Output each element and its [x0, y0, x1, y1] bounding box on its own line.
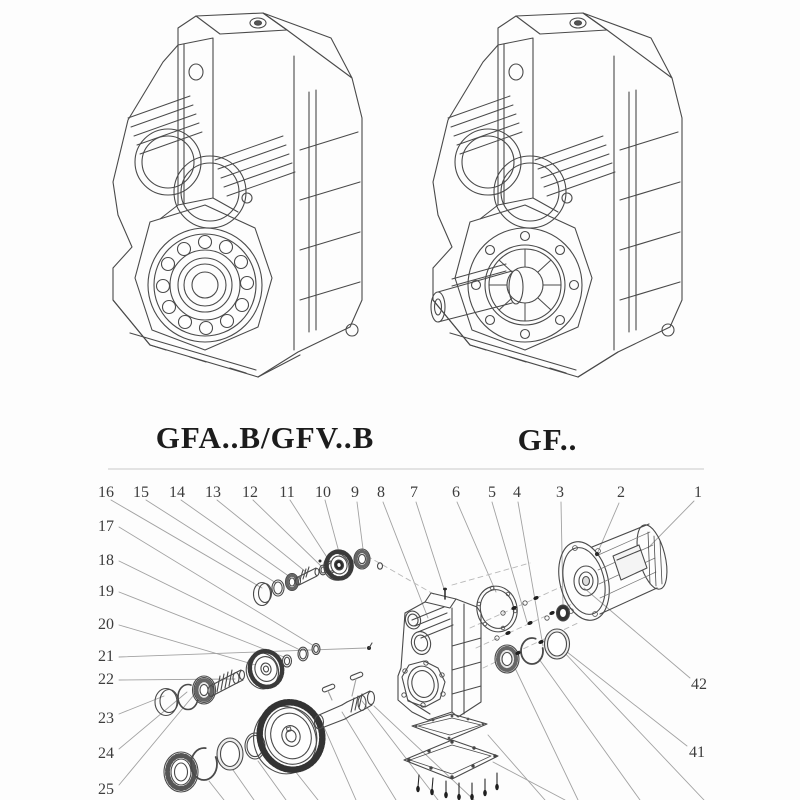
cover-bolts	[416, 773, 499, 800]
model-label-gf: GF..	[517, 422, 578, 457]
callout-11: 11	[279, 484, 295, 501]
leader-lines	[111, 500, 704, 800]
callout-24: 24	[98, 745, 114, 762]
callout-20: 20	[98, 616, 114, 633]
callout-21: 21	[98, 648, 114, 665]
second-gear	[242, 647, 286, 692]
callout-25: 25	[98, 781, 114, 798]
exploded-parts-diagram	[98, 484, 707, 800]
callout-16: 16	[98, 484, 114, 501]
output-gear	[244, 694, 331, 782]
gear-housing	[398, 588, 481, 720]
gearbox-iso-right	[431, 13, 682, 377]
input-shaft-parts	[254, 549, 383, 606]
exploded-output-shaft	[315, 691, 375, 729]
output-shaft	[431, 264, 523, 322]
hollow-shaft-bearing	[148, 228, 262, 342]
callout-22: 22	[98, 671, 114, 688]
callout-23: 23	[98, 710, 114, 727]
callout-6: 6	[452, 484, 460, 501]
input-gear	[321, 549, 355, 583]
callout-1: 1	[694, 484, 702, 501]
callout-8: 8	[377, 484, 385, 501]
callout-42: 42	[691, 676, 707, 693]
callout-13: 13	[205, 484, 221, 501]
callout-12: 12	[242, 484, 258, 501]
sump-cover	[404, 740, 498, 779]
callout-10: 10	[315, 484, 331, 501]
callout-5: 5	[488, 484, 496, 501]
gearbox-iso-left	[113, 13, 362, 377]
callout-17: 17	[98, 518, 114, 535]
model-label-gfab-gfvb: GFA..B/GFV..B	[155, 420, 375, 455]
callout-9: 9	[351, 484, 359, 501]
callout-4: 4	[513, 484, 521, 501]
callout-7: 7	[410, 484, 418, 501]
scan-fold-line	[108, 468, 704, 470]
callout-14: 14	[169, 484, 185, 501]
callout-15: 15	[133, 484, 149, 501]
callout-18: 18	[98, 552, 114, 569]
callout-3: 3	[556, 484, 564, 501]
callout-41: 41	[689, 744, 705, 761]
callout-19: 19	[98, 583, 114, 600]
shaft-keys	[322, 672, 364, 700]
output-flange	[468, 228, 582, 342]
callout-2: 2	[617, 484, 625, 501]
